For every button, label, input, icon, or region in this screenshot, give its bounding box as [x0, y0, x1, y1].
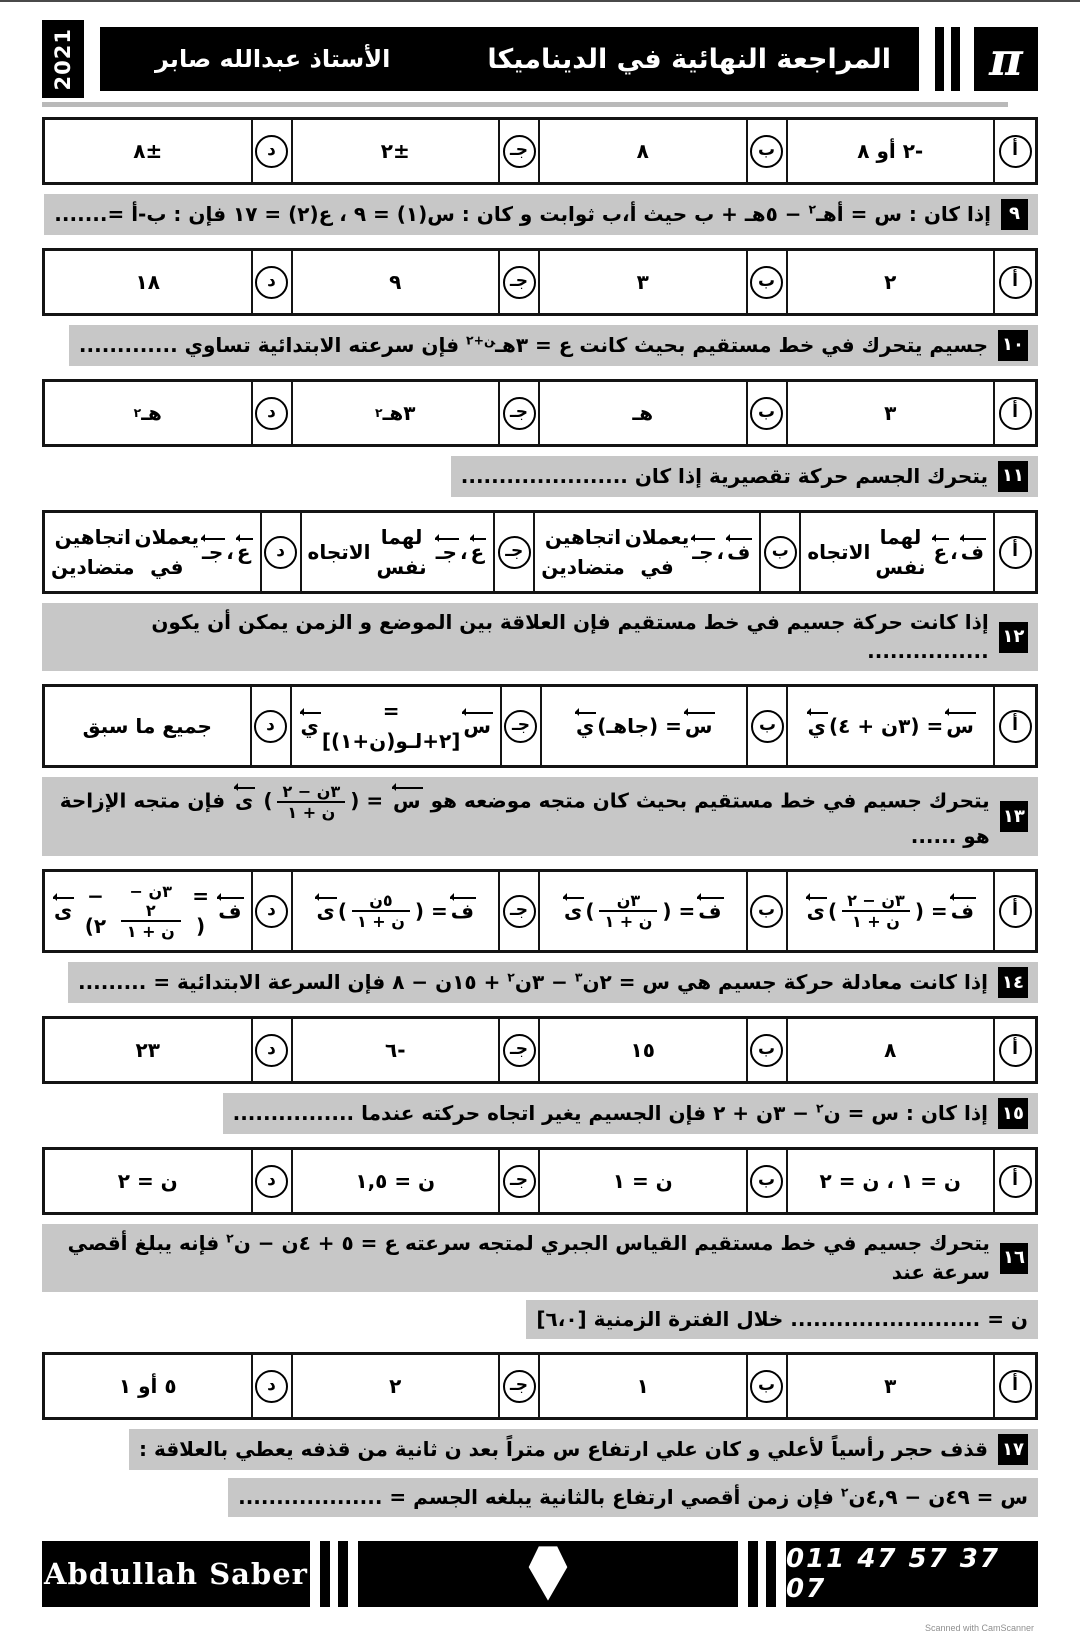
text-segment: ٣: [884, 401, 897, 425]
text-segment: فإن زمن أقصي ارتفاع بالثانية يبلغه الجسم = ...................: [238, 1485, 841, 1510]
answer-option: [788, 382, 996, 444]
question-text: [79, 331, 988, 360]
choice-letter: أ: [999, 135, 1032, 168]
choice-letter: أ: [999, 1165, 1032, 1198]
text-segment: ،: [950, 540, 958, 564]
answer-option: [788, 120, 996, 182]
answer-option: [45, 251, 253, 313]
question-number: ١٥: [998, 1098, 1028, 1129]
choice-cell: [995, 1150, 1035, 1212]
choice-cell: [748, 120, 788, 182]
choice-letter: د: [255, 1165, 288, 1198]
choice-letter: ب: [750, 1165, 783, 1198]
page-header: [42, 20, 1038, 98]
text-segment: اتجاهين متضادين: [541, 525, 625, 579]
question-line: [42, 603, 1038, 671]
text-segment: ٣هـ: [382, 401, 416, 425]
text-segment: ٢٣: [135, 1038, 160, 1063]
choice-letter: ب: [750, 397, 783, 430]
question-number: ١٣: [1000, 801, 1028, 832]
choice-cell: [995, 1355, 1035, 1417]
fraction-numerator: ٣ن − ٢: [121, 882, 181, 922]
text-segment: يعملان في: [624, 525, 690, 579]
vector-symbol: س: [946, 713, 974, 738]
answer-option: [540, 872, 748, 950]
choice-cell: [253, 251, 293, 313]
choice-letter: د: [255, 266, 288, 299]
choice-letter: أ: [999, 710, 1032, 743]
question-text: [536, 1305, 1028, 1334]
text-segment: = [٢+لـو(ن+١)]: [321, 699, 461, 753]
superscript: ٢: [226, 1230, 234, 1246]
text-segment: إذا كانت حركة جسيم في خط مستقيم فإن العلاقة بين الموضع و الزمن يمكن أن يكون ................: [151, 610, 989, 663]
text-segment: ): [337, 899, 347, 924]
answer-row: [42, 379, 1038, 447]
answer-row: [42, 1352, 1038, 1420]
text-segment: ±٨: [133, 139, 163, 163]
fraction-numerator: ٣ن − ٢: [277, 782, 345, 803]
choice-letter: د: [255, 1034, 288, 1067]
text-segment: يتحرك الجسم حركة تقصيرية إذا كان ......................: [460, 464, 989, 488]
answer-option: [801, 513, 995, 591]
answer-option: [540, 1355, 748, 1417]
choice-letter: د: [254, 710, 287, 743]
choice-cell: [995, 687, 1035, 765]
superscript: ٢: [808, 201, 817, 217]
text-segment: -٦: [384, 1038, 406, 1063]
fraction-numerator: ٣ن: [599, 891, 657, 912]
question-text: [54, 200, 991, 229]
question-number: ١٤: [998, 967, 1028, 998]
answer-row: [42, 1016, 1038, 1084]
choice-cell: [761, 513, 801, 591]
choice-letter: أ: [999, 1370, 1032, 1403]
choice-cell: [500, 251, 540, 313]
choice-cell: [500, 1355, 540, 1417]
vector-symbol: س: [463, 713, 491, 738]
answer-option: [45, 1355, 253, 1417]
answer-option: [293, 1019, 501, 1081]
choice-cell: [500, 1019, 540, 1081]
answer-option: [45, 687, 252, 765]
footer-name-box: [42, 1541, 310, 1607]
text-segment: فإن سرعته الابتدائية تساوي .............: [78, 333, 467, 357]
text-segment: يتحرك جسيم في خط مستقيم بحيث كان متجه موضعه هو: [423, 788, 990, 813]
choice-cell: [748, 251, 788, 313]
text-segment: ن = ......................... خلال الفترة الزمنية: [586, 1307, 1028, 1332]
superscript: ٣: [574, 969, 583, 985]
text-segment: -٢ أو ٨: [857, 139, 924, 163]
choice-letter: د: [255, 135, 288, 168]
choice-cell: [262, 513, 302, 591]
answer-option: [788, 1019, 996, 1081]
choice-cell: [253, 872, 293, 950]
answer-option: [540, 382, 748, 444]
superscript: ٢: [507, 969, 515, 985]
answer-row: [42, 1147, 1038, 1215]
text-segment: الاتجاه: [307, 540, 371, 564]
question-text: [52, 608, 989, 666]
text-segment: ٨: [884, 1038, 897, 1063]
fraction-denominator: ن + ١: [356, 912, 405, 932]
vector-symbol: ى: [54, 898, 73, 923]
fraction-denominator: ن + ١: [604, 912, 653, 932]
vector-symbol: ف: [727, 539, 751, 564]
question-line: [42, 777, 1038, 856]
answer-option: [788, 687, 995, 765]
text-segment: يعملان في: [134, 525, 200, 579]
answer-option: [292, 687, 502, 765]
choice-letter: ب: [750, 1034, 783, 1067]
year-box: [42, 20, 84, 98]
text-segment: فإنه يبلغ أقصي سرعة عند: [67, 1231, 990, 1285]
vector-symbol: س: [684, 713, 713, 738]
vector-symbol: ف: [698, 898, 722, 923]
choice-cell: [253, 382, 293, 444]
text-segment: ن = ١: [612, 1169, 673, 1194]
vector-symbol: ي: [807, 713, 826, 738]
superscript: ٢: [840, 1484, 849, 1500]
camscanner-note: Scanned with CamScanner: [924, 1623, 1034, 1634]
fraction-denominator: ن + ١: [851, 912, 900, 932]
answer-option: [535, 513, 761, 591]
answer-option: [45, 382, 253, 444]
choice-cell: [502, 687, 542, 765]
choice-letter: جـ: [504, 710, 537, 743]
text-segment: ٢: [884, 270, 897, 294]
vector-symbol: ف: [450, 898, 475, 923]
answer-option: [302, 513, 496, 591]
question-text: [233, 1099, 988, 1128]
vector-symbol: ى: [806, 898, 825, 923]
choice-letter: جـ: [503, 397, 536, 430]
answer-option: [293, 1355, 501, 1417]
vector-symbol: ى: [316, 898, 335, 923]
question-number: ١١: [998, 461, 1028, 492]
choice-letter: أ: [999, 266, 1032, 299]
text-segment: ): [585, 899, 595, 924]
choice-letter: أ: [999, 397, 1032, 430]
answer-option: [540, 1019, 748, 1081]
text-segment: فإن متجه الإزاحة هو ......: [59, 788, 990, 849]
choice-cell: [500, 382, 540, 444]
pi-symbol: π: [989, 32, 1023, 86]
vector-symbol: ى: [563, 898, 583, 923]
choice-letter: ب: [750, 266, 783, 299]
superscript: ٢: [133, 404, 142, 420]
question-line: [44, 194, 1038, 235]
answer-row: [42, 684, 1038, 768]
question-line: [228, 1478, 1038, 1517]
answer-option: [293, 382, 501, 444]
answer-option: [293, 251, 501, 313]
choice-cell: [995, 872, 1035, 950]
text-segment: − ٣ن: [514, 970, 575, 995]
footer-phone-box: [786, 1541, 1038, 1607]
question-text: [238, 1483, 1028, 1512]
text-segment: ٣: [636, 270, 649, 294]
page-footer: [42, 1541, 1038, 1607]
phone-number: 011 47 57 37 07: [786, 1544, 1000, 1605]
header-separator: [935, 27, 960, 91]
choice-cell: [253, 120, 293, 182]
choice-letter: أ: [999, 895, 1032, 928]
year-label: 2021: [51, 27, 75, 91]
text-segment: يتحرك جسيم في خط مستقيم القياس الجبري لمتجه سرعته ع = ٥ + ٤ن − ن: [233, 1231, 990, 1256]
fraction-denominator: ن + ١: [287, 803, 336, 823]
question-line: [129, 1429, 1038, 1470]
choice-cell: [253, 1150, 293, 1212]
choice-letter: د: [255, 397, 288, 430]
choice-cell: [748, 872, 788, 950]
superscript: ٢: [375, 404, 383, 420]
vector-symbol: ع: [470, 539, 485, 564]
text-segment: ): [827, 899, 838, 924]
text-segment: + ١٥ن − ٨ فإن السرعة الابتدائية = .........: [77, 970, 508, 995]
gem-icon: [525, 1546, 571, 1602]
choice-cell: [500, 872, 540, 950]
choice-cell: [995, 1019, 1035, 1081]
superscript: ن+٢: [466, 332, 496, 348]
choice-letter: د: [255, 895, 288, 928]
choice-cell: [995, 513, 1035, 591]
text-segment: − ٣ن + ٢ فإن الجسيم يغير اتجاه حركته عندما ................: [232, 1101, 816, 1126]
text-segment: ن = ١,٥: [355, 1169, 436, 1194]
text-segment: س = ٤٩ن − ٤,٩ن: [848, 1485, 1028, 1510]
answer-option: [293, 120, 501, 182]
text-segment: إذا كان : س = ن: [823, 1101, 989, 1126]
choice-letter: د: [255, 1370, 288, 1403]
text-segment: − ٢): [84, 884, 107, 939]
fraction: [842, 891, 910, 931]
text-segment: ١٥: [630, 1038, 655, 1063]
choice-letter: جـ: [503, 1370, 536, 1403]
vector-symbol: ف: [218, 898, 242, 923]
answer-option: [293, 872, 501, 950]
text-segment: ،: [459, 540, 468, 564]
question-text: [52, 782, 990, 851]
vector-symbol: ي: [575, 713, 595, 738]
text-segment: = (: [350, 788, 391, 813]
choice-letter: ب: [750, 135, 783, 168]
fraction: [277, 782, 345, 822]
answer-row: [42, 869, 1038, 953]
vector-symbol: جـ: [202, 539, 224, 564]
text-segment: لهما نفس: [875, 525, 926, 579]
text-segment: ن = ٢: [117, 1169, 178, 1194]
text-segment: = (: [914, 899, 948, 924]
footer-separator: [320, 1541, 348, 1607]
footer-emblem-box: [358, 1541, 738, 1607]
footer-name: Abdullah Saber: [44, 1557, 308, 1592]
choice-cell: [253, 1355, 293, 1417]
question-line: [42, 1224, 1038, 1292]
choice-cell: [253, 1019, 293, 1081]
choice-cell: [995, 251, 1035, 313]
text-segment: اتجاهين متضادين: [51, 525, 135, 579]
text-segment: هـ: [632, 401, 654, 425]
fraction-numerator: ٣ن − ٢: [842, 891, 910, 912]
choice-letter: ب: [764, 536, 797, 569]
question-line: [68, 962, 1038, 1003]
vector-symbol: ع: [236, 539, 251, 564]
vector-symbol: ف: [960, 539, 984, 564]
text-segment: ٩: [389, 270, 402, 294]
vector-symbol: ف: [950, 898, 974, 923]
text-segment: ٢: [389, 1374, 402, 1399]
answer-option: [788, 1355, 996, 1417]
choice-cell: [748, 1355, 788, 1417]
choice-cell: [500, 1150, 540, 1212]
choice-letter: جـ: [503, 1165, 536, 1198]
header-bar: [100, 27, 919, 91]
text-segment: ،: [226, 540, 234, 564]
text-segment: = (: [414, 899, 448, 924]
answer-row: [42, 117, 1038, 185]
text-segment: ،: [716, 540, 725, 564]
choice-letter: جـ: [503, 895, 536, 928]
text-segment: ١: [636, 1374, 649, 1399]
answer-option: [45, 120, 253, 182]
text-segment: ±٢: [380, 139, 410, 163]
interval-notation: [٦،٠]: [536, 1307, 587, 1332]
footer-separator: [748, 1541, 776, 1607]
question-text: [78, 968, 988, 997]
choice-cell: [995, 120, 1035, 182]
superscript: ٢: [816, 1100, 824, 1116]
vector-symbol: جـ: [435, 539, 457, 564]
choice-cell: [748, 382, 788, 444]
answer-option: [542, 687, 749, 765]
text-segment: هـ: [141, 401, 162, 425]
text-segment: جسيم يتحرك في خط مستقيم بحيث كانت ع = ٣هـ: [495, 333, 989, 357]
question-text: [52, 1229, 990, 1287]
question-number: ٩: [1001, 199, 1028, 230]
text-segment: = (جاهـ): [597, 714, 682, 738]
fraction-denominator: ن + ١: [126, 921, 175, 941]
vector-symbol: س: [393, 788, 421, 813]
choice-cell: [748, 1150, 788, 1212]
vector-symbol: ي: [300, 713, 319, 738]
text-segment: ١٨: [135, 270, 160, 294]
question-line: [223, 1093, 1038, 1134]
answer-option: [45, 1150, 253, 1212]
question-number: ١٢: [999, 622, 1028, 653]
choice-letter: أ: [999, 1034, 1032, 1067]
page-title: المراجعة النهائية في الديناميكا: [487, 43, 891, 75]
answer-option: [788, 1150, 996, 1212]
choice-cell: [252, 687, 292, 765]
vector-symbol: ع: [933, 539, 948, 564]
fraction: [121, 882, 181, 942]
answer-row: [42, 248, 1038, 316]
choice-letter: جـ: [503, 1034, 536, 1067]
text-segment: قذف حجر رأسياً لأعلي و كان علي ارتفاع س متراً بعد ن ثانية من قذفه يعطي بالعلاقة :: [139, 1437, 989, 1462]
question-line: [451, 456, 1038, 497]
text-segment: = (٣ن + ٤): [829, 714, 944, 738]
teacher-name: الأستاذ عبدالله صابر: [155, 45, 391, 73]
choice-letter: جـ: [503, 135, 536, 168]
questions-area: [42, 117, 1038, 1517]
text-segment: ٨: [636, 139, 649, 163]
fraction: [599, 891, 657, 931]
answer-option: [540, 1150, 748, 1212]
choice-letter: ب: [750, 1370, 783, 1403]
choice-letter: أ: [999, 536, 1032, 569]
text-segment: جميع ما سبق: [82, 714, 212, 738]
answer-option: [45, 1019, 253, 1081]
choice-letter: ب: [751, 710, 784, 743]
text-segment: = (: [662, 899, 696, 924]
choice-letter: جـ: [503, 266, 536, 299]
answer-option: [293, 1150, 501, 1212]
choice-cell: [995, 382, 1035, 444]
text-segment: ): [256, 788, 273, 813]
question-line: [526, 1300, 1038, 1339]
choice-cell: [500, 120, 540, 182]
choice-cell: [748, 1019, 788, 1081]
fraction-numerator: ٥ن: [352, 891, 410, 912]
vector-symbol: ى: [235, 788, 254, 813]
text-segment: الاتجاه: [807, 540, 871, 564]
text-segment: لهما نفس: [376, 525, 427, 579]
choice-letter: جـ: [498, 536, 531, 569]
text-segment: = (: [192, 884, 209, 939]
answer-option: [788, 872, 996, 950]
text-segment: ٣: [884, 1374, 897, 1399]
question-line: [69, 325, 1038, 366]
scan-artifact-line: [42, 102, 1008, 107]
choice-cell: [495, 513, 535, 591]
text-segment: ن = ١ ، ن = ٢: [819, 1169, 961, 1194]
choice-cell: [748, 687, 788, 765]
answer-option: [540, 120, 748, 182]
answer-option: [788, 251, 996, 313]
question-number: ١٠: [998, 330, 1028, 361]
answer-option: [540, 251, 748, 313]
answer-option: [45, 513, 262, 591]
pi-logo: [974, 27, 1038, 91]
vector-symbol: جـ: [692, 539, 714, 564]
choice-letter: د: [264, 536, 297, 569]
question-text: [139, 1435, 988, 1464]
choice-letter: ب: [750, 895, 783, 928]
answer-row: [42, 510, 1038, 594]
text-segment: إذا كان : س = أهـ: [816, 202, 991, 226]
fraction: [352, 891, 410, 931]
answer-option: [45, 872, 253, 950]
question-number: ١٧: [998, 1434, 1028, 1465]
text-segment: − ٥هـ + ب حيث أ،ب ثوابت و كان : س(١) = ٩ ، ع(٢) = ١٧ فإن : ب-أ =.......: [54, 202, 809, 226]
question-text: [461, 462, 988, 491]
text-segment: إذا كانت معادلة حركة جسيم هي س = ٢ن: [582, 970, 989, 995]
question-number: ١٦: [1000, 1243, 1028, 1274]
text-segment: ٥ أو ١: [118, 1374, 177, 1399]
